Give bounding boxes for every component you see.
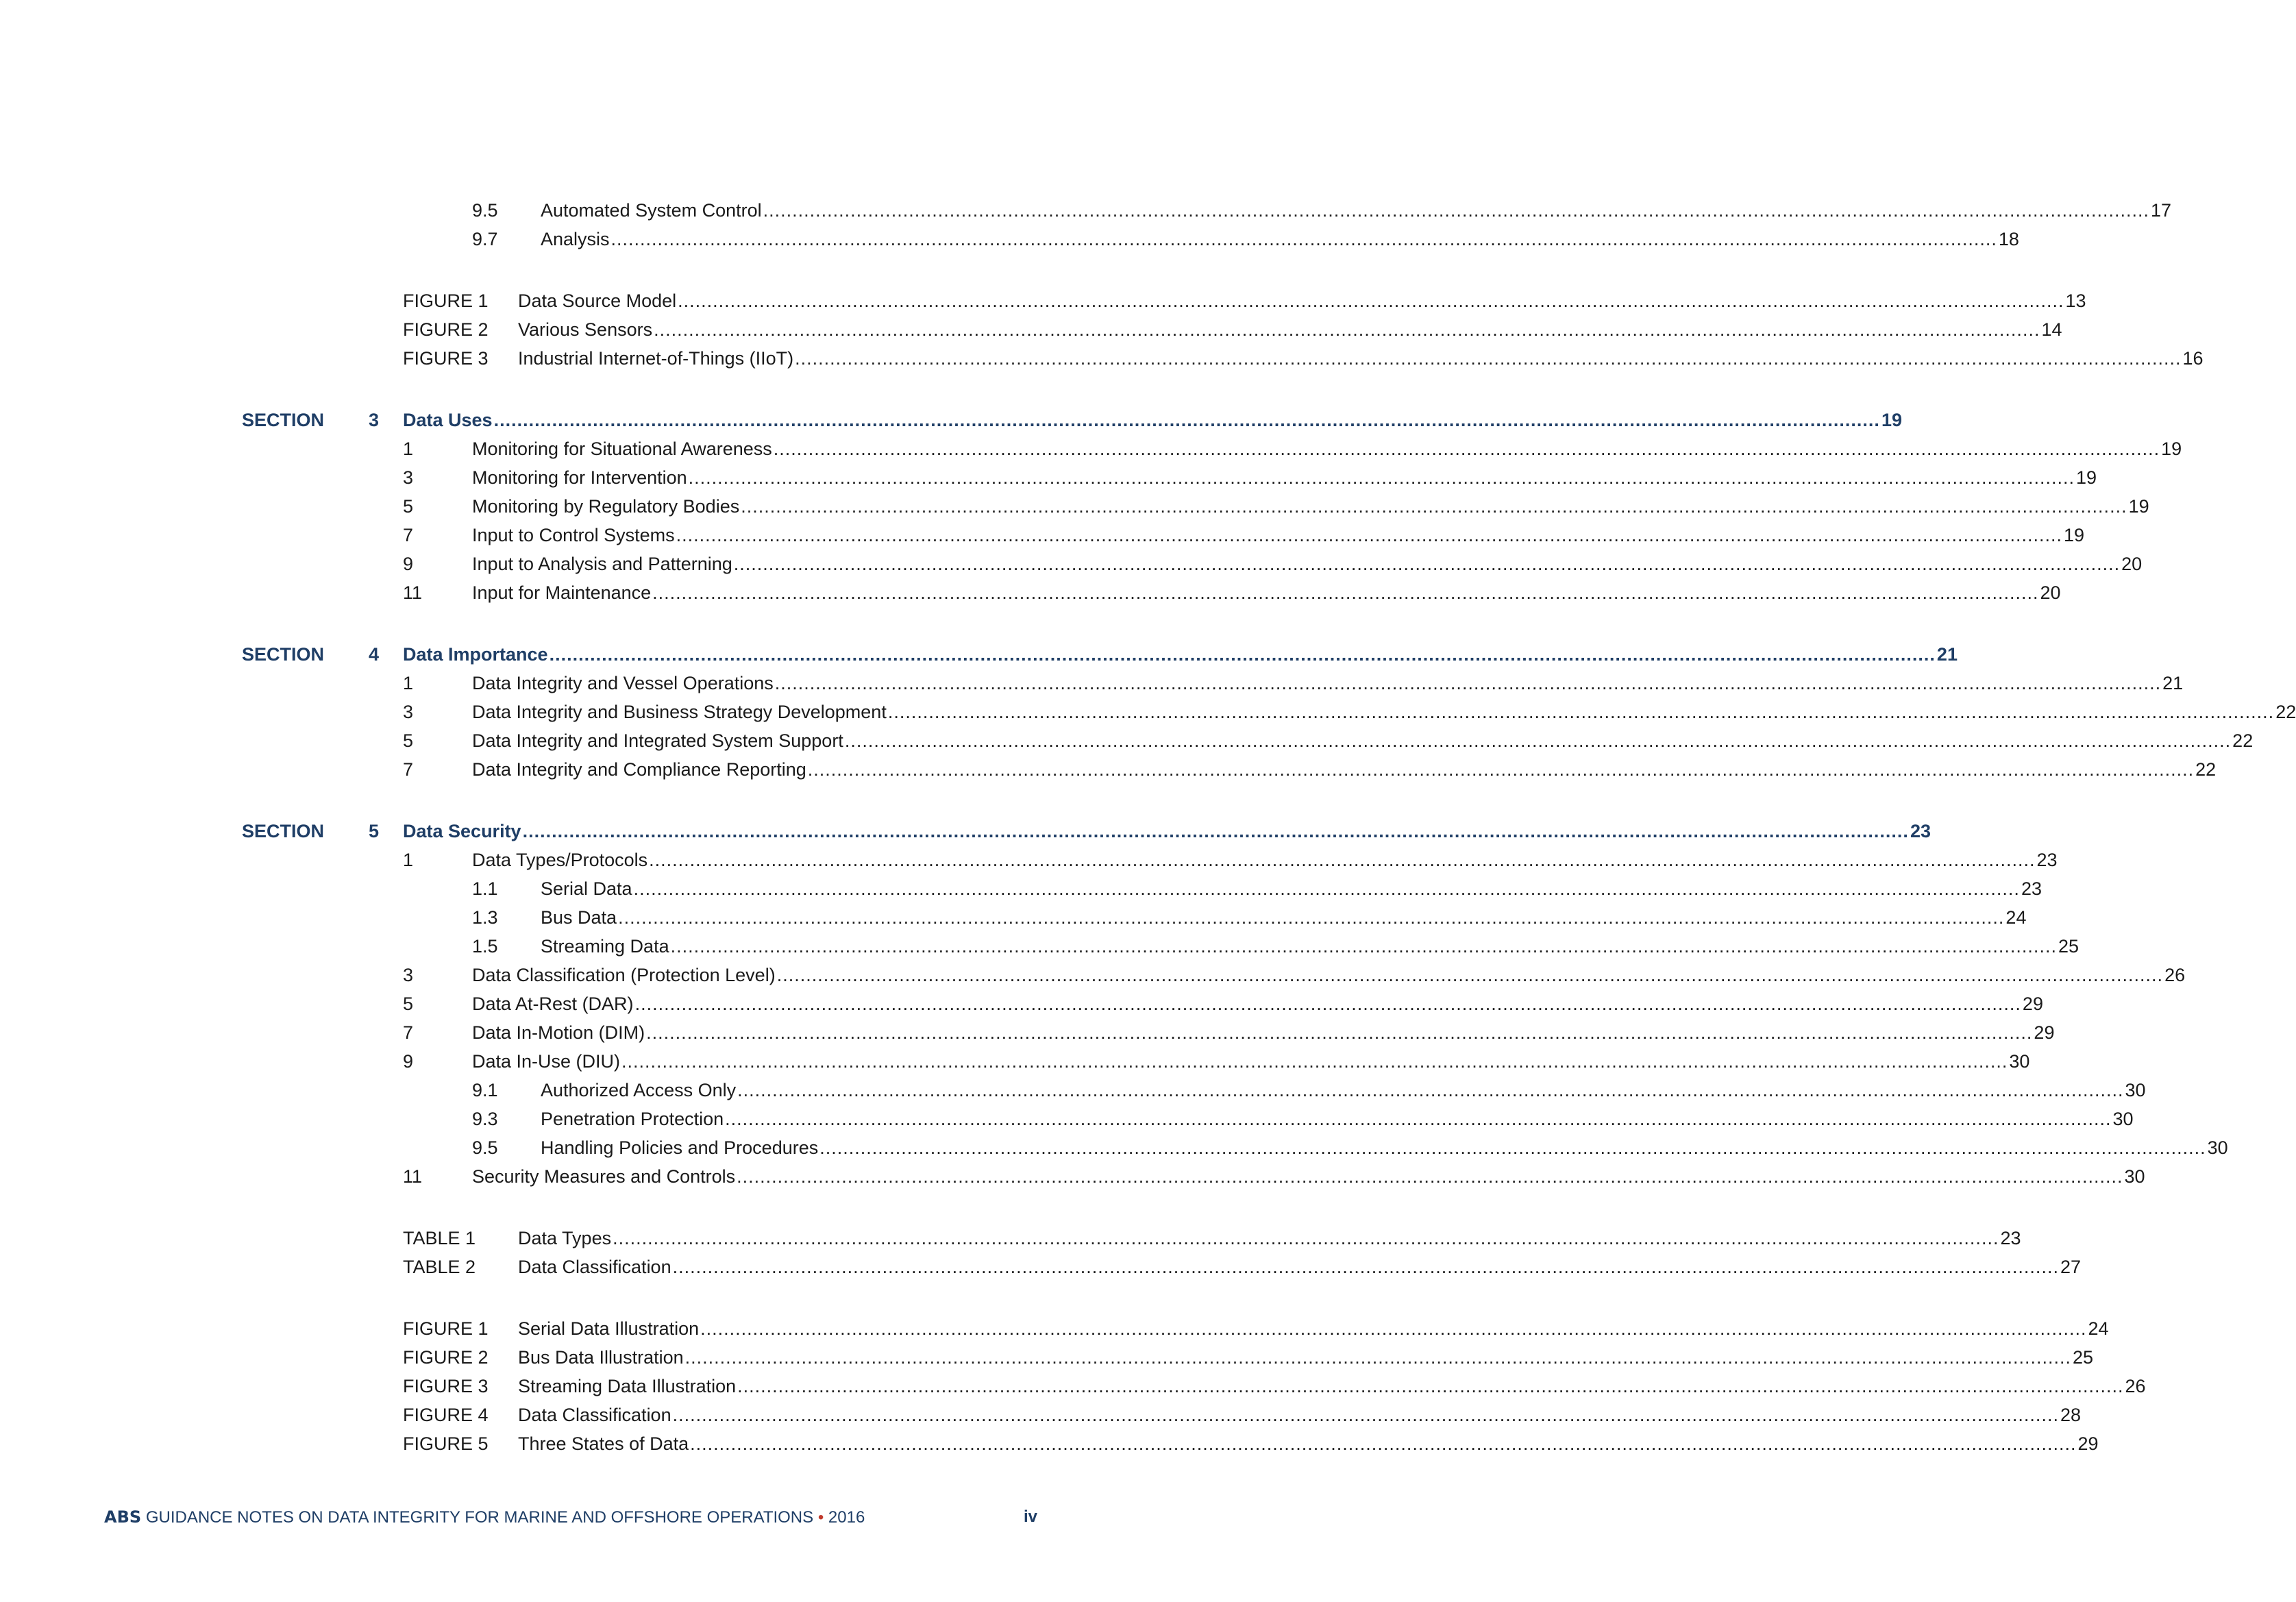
dot-leader (775, 669, 2161, 698)
entry-page-number: 19 (1881, 410, 1902, 430)
entry-page-number: 23 (1910, 821, 1931, 841)
toc-entry[interactable] (403, 726, 2254, 755)
entry-title: Data Classification (Protection Level) (472, 965, 776, 985)
entry-title: Data Types/Protocols (472, 850, 648, 870)
toc-figure-entry[interactable] (403, 315, 2062, 344)
figure-number: TABLE 1 (403, 1228, 476, 1248)
dot-leader (690, 1429, 2076, 1458)
entry-page-number: 27 (2060, 1257, 2081, 1277)
section-number: 5 (368, 821, 379, 841)
dot-leader (671, 932, 2057, 961)
figure-number: FIGURE 1 (403, 291, 489, 311)
entry-page-number: 26 (2164, 965, 2186, 985)
figure-number: FIGURE 5 (403, 1433, 489, 1454)
dot-leader (845, 726, 2231, 755)
dot-leader (808, 755, 2194, 784)
entry-title: Data At-Rest (DAR) (472, 994, 634, 1014)
toc-entry[interactable] (472, 196, 2172, 225)
entry-title: Serial Data (541, 878, 632, 899)
entry-number: 1.5 (472, 936, 498, 957)
toc-entry[interactable] (403, 961, 2186, 989)
toc-figure-entry[interactable] (403, 1253, 2081, 1281)
entry-number: 9 (403, 554, 414, 574)
section-number: 3 (368, 410, 379, 430)
entry-page-number: 23 (2000, 1228, 2021, 1248)
entry-page-number: 30 (2124, 1166, 2145, 1187)
entry-page-number: 25 (2072, 1347, 2094, 1368)
entry-number: 5 (403, 730, 414, 751)
entry-page-number: 30 (2112, 1109, 2134, 1129)
entry-number: 7 (403, 759, 414, 780)
toc-entry[interactable] (403, 989, 2043, 1018)
entry-title: Data Source Model (518, 291, 677, 311)
entry-page-number: 19 (2128, 496, 2149, 517)
toc-entry[interactable] (403, 846, 2058, 874)
toc-entry[interactable] (472, 932, 2079, 961)
page-footer (104, 1503, 1037, 1531)
dot-leader (685, 1343, 2071, 1372)
entry-number: 5 (403, 994, 414, 1014)
figure-number: FIGURE 4 (403, 1405, 489, 1425)
entry-number: 1 (403, 850, 414, 870)
entry-number: 3 (403, 467, 414, 488)
entry-number: 1.1 (472, 878, 498, 899)
dot-leader (737, 1076, 2123, 1105)
entry-title: Monitoring for Situational Awareness (472, 439, 772, 459)
dot-leader (649, 846, 2035, 874)
figure-number: FIGURE 1 (403, 1318, 489, 1339)
entry-title: Data In-Use (DIU) (472, 1051, 621, 1072)
entry-title: Penetration Protection (541, 1109, 724, 1129)
dot-leader (634, 874, 2020, 903)
entry-page-number: 26 (2125, 1376, 2146, 1396)
entry-number: 9 (403, 1051, 414, 1072)
entry-title: Monitoring by Regulatory Bodies (472, 496, 740, 517)
toc-entry[interactable] (403, 1018, 2055, 1047)
entry-page-number: 29 (2077, 1433, 2099, 1454)
entry-title: Data Integrity and Business Strategy Development (472, 702, 887, 722)
toc-entry[interactable] (472, 903, 2027, 932)
entry-page-number: 22 (2195, 759, 2217, 780)
entry-page-number: 22 (2232, 730, 2254, 751)
toc-entry[interactable] (403, 492, 2149, 521)
figure-number: FIGURE 2 (403, 1347, 489, 1368)
toc-figure-entry[interactable] (403, 1372, 2146, 1401)
entry-title: Data Importance (403, 644, 548, 665)
entry-page-number: 24 (2005, 907, 2027, 928)
entry-number: 9.3 (472, 1109, 498, 1129)
dot-leader (673, 1253, 2059, 1281)
toc-entry[interactable] (472, 1105, 2134, 1133)
entry-title: Input to Analysis and Patterning (472, 554, 732, 574)
entry-title: Authorized Access Only (541, 1080, 737, 1100)
toc-entry[interactable] (472, 225, 2019, 254)
entry-page-number: 13 (2065, 291, 2086, 311)
dot-leader (523, 817, 1909, 846)
entry-number: 11 (403, 582, 423, 603)
entry-page-number: 21 (2162, 673, 2184, 693)
entry-title: Monitoring for Intervention (472, 467, 687, 488)
toc-figure-entry[interactable] (403, 1429, 2099, 1458)
dot-leader (618, 903, 2004, 932)
toc-entry[interactable] (472, 874, 2042, 903)
footer-title: GUIDANCE NOTES ON DATA INTEGRITY FOR MARINE AND OFFSHORE OPERATIONS (145, 1508, 814, 1527)
entry-number: 1 (403, 673, 414, 693)
dot-leader (774, 434, 2160, 463)
dot-leader (741, 492, 2127, 521)
entry-number: 3 (403, 965, 414, 985)
entry-number: 1.3 (472, 907, 498, 928)
entry-number: 7 (403, 525, 414, 545)
dot-leader (689, 463, 2075, 492)
toc-entry[interactable] (403, 578, 2061, 607)
entry-page-number: 30 (2009, 1051, 2030, 1072)
toc-entry[interactable] (403, 550, 2143, 578)
toc-figure-entry[interactable] (403, 344, 2204, 373)
dot-leader (550, 640, 1936, 669)
entry-page-number: 28 (2060, 1405, 2081, 1425)
entry-title: Three States of Data (518, 1433, 689, 1454)
toc-entry[interactable] (403, 698, 2296, 726)
footer-bullet: • (817, 1508, 824, 1527)
entry-title: Streaming Data Illustration (518, 1376, 737, 1396)
dot-leader (652, 578, 2038, 607)
dot-leader (494, 406, 1880, 434)
entry-title: Handling Policies and Procedures (541, 1137, 819, 1158)
dot-leader (654, 315, 2040, 344)
toc-figure-entry[interactable] (403, 1224, 2021, 1253)
entry-title: Data Integrity and Vessel Operations (472, 673, 774, 693)
entry-number: 5 (403, 496, 414, 517)
dot-leader (819, 1133, 2206, 1162)
entry-page-number: 14 (2041, 319, 2062, 340)
entry-title: Data Classification (518, 1405, 671, 1425)
entry-page-number: 29 (2022, 994, 2043, 1014)
toc-entry[interactable] (403, 755, 2217, 784)
dot-leader (737, 1372, 2123, 1401)
entry-number: 11 (403, 1166, 423, 1187)
entry-page-number: 23 (2021, 878, 2042, 899)
dot-leader (725, 1105, 2111, 1133)
entry-title: Data Integrity and Integrated System Support (472, 730, 843, 751)
entry-title: Bus Data (541, 907, 617, 928)
footer-page-number: iv (1023, 1507, 1037, 1526)
entry-page-number: 24 (2088, 1318, 2109, 1339)
figure-number: FIGURE 3 (403, 348, 489, 369)
dot-leader (676, 521, 2062, 550)
entry-page-number: 20 (2121, 554, 2143, 574)
entry-title: Industrial Internet-of-Things (IIoT) (518, 348, 794, 369)
entry-title: Data Security (403, 821, 521, 841)
entry-title: Streaming Data (541, 936, 669, 957)
toc-entry[interactable] (472, 1076, 2146, 1105)
dot-leader (795, 344, 2181, 373)
toc-entry[interactable] (403, 434, 2182, 463)
entry-page-number: 25 (2058, 936, 2079, 957)
toc-entry[interactable] (403, 1047, 2030, 1076)
entry-title: Bus Data Illustration (518, 1347, 684, 1368)
footer-brand: ABS (104, 1507, 142, 1527)
entry-page-number: 19 (2064, 525, 2085, 545)
section-label: SECTION (242, 644, 325, 665)
dot-leader (777, 961, 2163, 989)
toc-section-entry[interactable] (242, 640, 1958, 669)
entry-title: Security Measures and Controls (472, 1166, 736, 1187)
toc-entry[interactable] (403, 669, 2184, 698)
toc-section-entry[interactable] (242, 817, 1931, 846)
toc-section-entry[interactable] (242, 406, 1902, 434)
entry-page-number: 30 (2207, 1137, 2228, 1158)
section-number: 4 (368, 644, 379, 665)
entry-number: 9.5 (472, 200, 498, 221)
dot-leader (888, 698, 2274, 726)
entry-title: Input for Maintenance (472, 582, 652, 603)
entry-title: Automated System Control (541, 200, 762, 221)
toc-entry[interactable] (403, 521, 2085, 550)
toc-figure-entry[interactable] (403, 1343, 2094, 1372)
entry-title: Data Classification (518, 1257, 671, 1277)
entry-title: Various Sensors (518, 319, 653, 340)
entry-page-number: 18 (1998, 229, 2019, 249)
entry-page-number: 19 (2161, 439, 2182, 459)
entry-number: 9.1 (472, 1080, 498, 1100)
dot-leader (621, 1047, 2008, 1076)
entry-page-number: 17 (2151, 200, 2172, 221)
dot-leader (673, 1401, 2059, 1429)
entry-number: 7 (403, 1022, 414, 1043)
entry-number: 9.7 (472, 229, 498, 249)
entry-page-number: 29 (2034, 1022, 2055, 1043)
toc-figure-entry[interactable] (403, 286, 2086, 315)
toc-figure-entry[interactable] (403, 1314, 2109, 1343)
toc-figure-entry[interactable] (403, 1401, 2081, 1429)
entry-number: 9.5 (472, 1137, 498, 1158)
dot-leader (734, 550, 2120, 578)
entry-title: Data Integrity and Compliance Reporting (472, 759, 806, 780)
figure-number: FIGURE 3 (403, 1376, 489, 1396)
toc-entry[interactable] (403, 1162, 2145, 1191)
entry-title: Analysis (541, 229, 610, 249)
entry-title: Input to Control Systems (472, 525, 675, 545)
section-label: SECTION (242, 821, 325, 841)
dot-leader (678, 286, 2064, 315)
entry-page-number: 22 (2275, 702, 2296, 722)
entry-page-number: 23 (2036, 850, 2058, 870)
dot-leader (611, 225, 1997, 254)
entry-page-number: 21 (1936, 644, 1958, 665)
toc-entry[interactable] (472, 1133, 2228, 1162)
entry-page-number: 20 (2040, 582, 2061, 603)
entry-page-number: 16 (2182, 348, 2204, 369)
dot-leader (646, 1018, 2032, 1047)
entry-title: Data Uses (403, 410, 493, 430)
entry-title: Data In-Motion (DIM) (472, 1022, 645, 1043)
entry-number: 1 (403, 439, 414, 459)
figure-number: TABLE 2 (403, 1257, 476, 1277)
entry-number: 3 (403, 702, 414, 722)
entry-title: Data Types (518, 1228, 612, 1248)
toc-entry[interactable] (403, 463, 2097, 492)
dot-leader (737, 1162, 2123, 1191)
entry-page-number: 30 (2125, 1080, 2146, 1100)
entry-title: Serial Data Illustration (518, 1318, 700, 1339)
section-label: SECTION (242, 410, 325, 430)
dot-leader (613, 1224, 1999, 1253)
dot-leader (700, 1314, 2086, 1343)
dot-leader (763, 196, 2149, 225)
figure-number: FIGURE 2 (403, 319, 489, 340)
entry-page-number: 19 (2076, 467, 2097, 488)
footer-year: 2016 (828, 1508, 865, 1527)
dot-leader (635, 989, 2021, 1018)
